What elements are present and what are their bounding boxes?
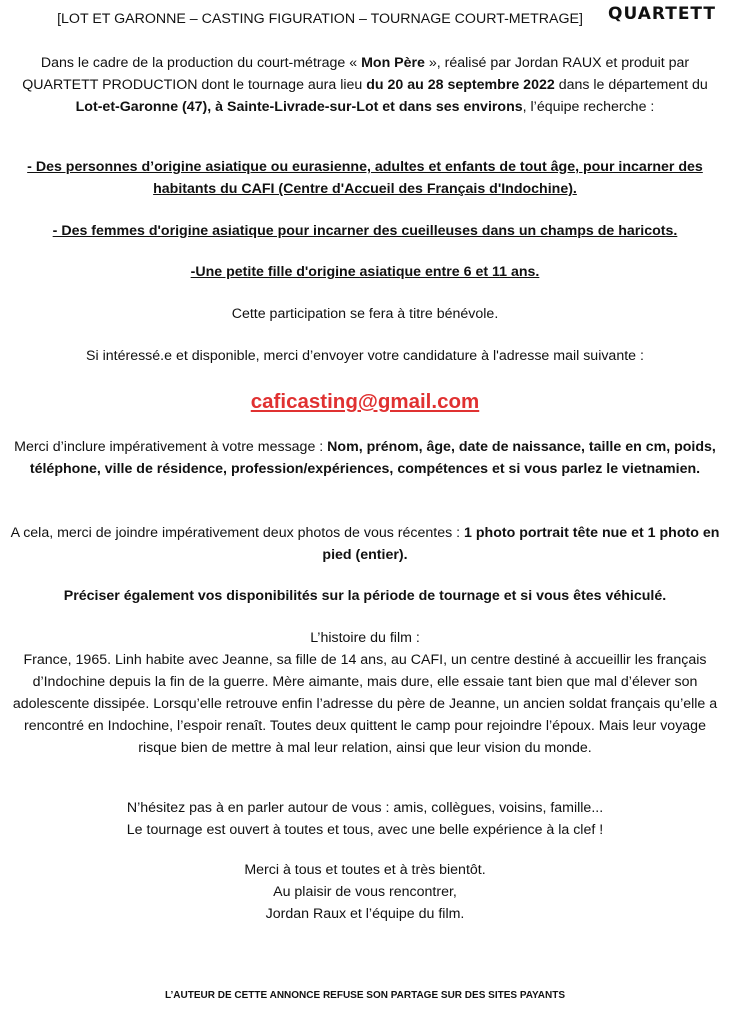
intro-paragraph: Dans le cadre de la production du court-métrage « Mon Père », réalisé par Jordan RAUX et produit par QUARTETT PRODUCTION dont le tournage aura lieu du 20 au 28 septembre 2022 dans le département du Lot-et-Garonne (47), à Sainte-Livrade-sur-Lot et dans ses environs, l’équipe recherche :	[22, 55, 708, 115]
share-line-1: N’hésitez pas à en parler autour de vous : amis, collègues, voisins, famille...	[126, 800, 604, 816]
photos-paragraph: A cela, merci de joindre impérativement deux photos de vous récentes : 1 photo portrait tête nue et 1 photo en pied (entier).	[10, 525, 720, 563]
story-text: France, 1965. Linh habite avec Jeanne, sa fille de 14 ans, au CAFI, un centre destiné à accueillir les français d’Indochine depuis la fin de la guerre. Mère aimante, mais dure, elle essaie tant bien que mal d’élever son adolescente dissipée. Lorsqu’elle retrouve enfin l’adresse du père de Jeanne, un ancien soldat français qu’elle a rencontré en Indochine, l’espoir renaît. Toutes deux quittent le camp pour rejoindre l’époux. Mais leur voyage risque bien de mettre à mal leur relation, ainsi que leur vision du monde.	[12, 652, 718, 756]
role-little-girl: -Une petite fille d'origine asiatique entre 6 et 11 ans.	[190, 264, 540, 280]
closing-line-2: Au plaisir de vous rencontrer,	[273, 884, 457, 900]
film-title: Mon Père	[361, 55, 425, 71]
announcement-header: [LOT ET GARONNE – CASTING FIGURATION – TOURNAGE COURT-METRAGE]	[57, 11, 583, 27]
closing-signature: Jordan Raux et l’équipe du film.	[265, 906, 465, 922]
story-title: L’histoire du film :	[310, 630, 420, 646]
required-fields: Nom, prénom, âge, date de naissance, taille en cm, poids, téléphone, ville de résidence, profession/expériences, compétences et si vous parlez le vietnamien.	[29, 439, 716, 477]
availability-note: Préciser également vos disponibilités sur la période de tournage et si vous êtes véhiculé.	[63, 588, 667, 604]
shooting-dates: du 20 au 28 septembre 2022	[366, 77, 555, 93]
role-bean-pickers: - Des femmes d'origine asiatique pour incarner des cueilleuses dans un champs de haricots.	[52, 223, 678, 239]
volunteer-note: Cette participation se fera à titre bénévole.	[231, 306, 499, 322]
footer-notice: L’AUTEUR DE CETTE ANNONCE REFUSE SON PARTAGE SUR DES SITES PAYANTS	[164, 990, 566, 1001]
interest-note: Si intéressé.e et disponible, merci d’envoyer votre candidature à l'adresse mail suivante :	[86, 348, 644, 364]
include-paragraph: Merci d’inclure impérativement à votre message : Nom, prénom, âge, date de naissance, taille en cm, poids, téléphone, ville de résidence, profession/expériences, compétences et si vous parlez le vietnamien.	[14, 439, 716, 477]
quartett-logo: QUARTETT	[608, 4, 717, 24]
email-container	[8, 389, 722, 417]
shooting-location: Lot-et-Garonne (47), à Sainte-Livrade-sur-Lot et dans ses environs	[75, 99, 523, 115]
share-line-2: Le tournage est ouvert à toutes et tous, avec une belle expérience à la clef !	[126, 822, 604, 838]
photos-detail: 1 photo portrait tête nue et 1 photo en pied (entier).	[322, 525, 720, 563]
casting-email-link[interactable]: caficasting@gmail.com	[250, 390, 480, 413]
role-asian-residents: - Des personnes d’origine asiatique ou eurasienne, adultes et enfants de tout âge, pour incarner des habitants du CAFI (Centre d'Accueil des Français d'Indochine).	[27, 159, 703, 197]
closing-line-1: Merci à tous et toutes et à très bientôt.	[244, 862, 486, 878]
